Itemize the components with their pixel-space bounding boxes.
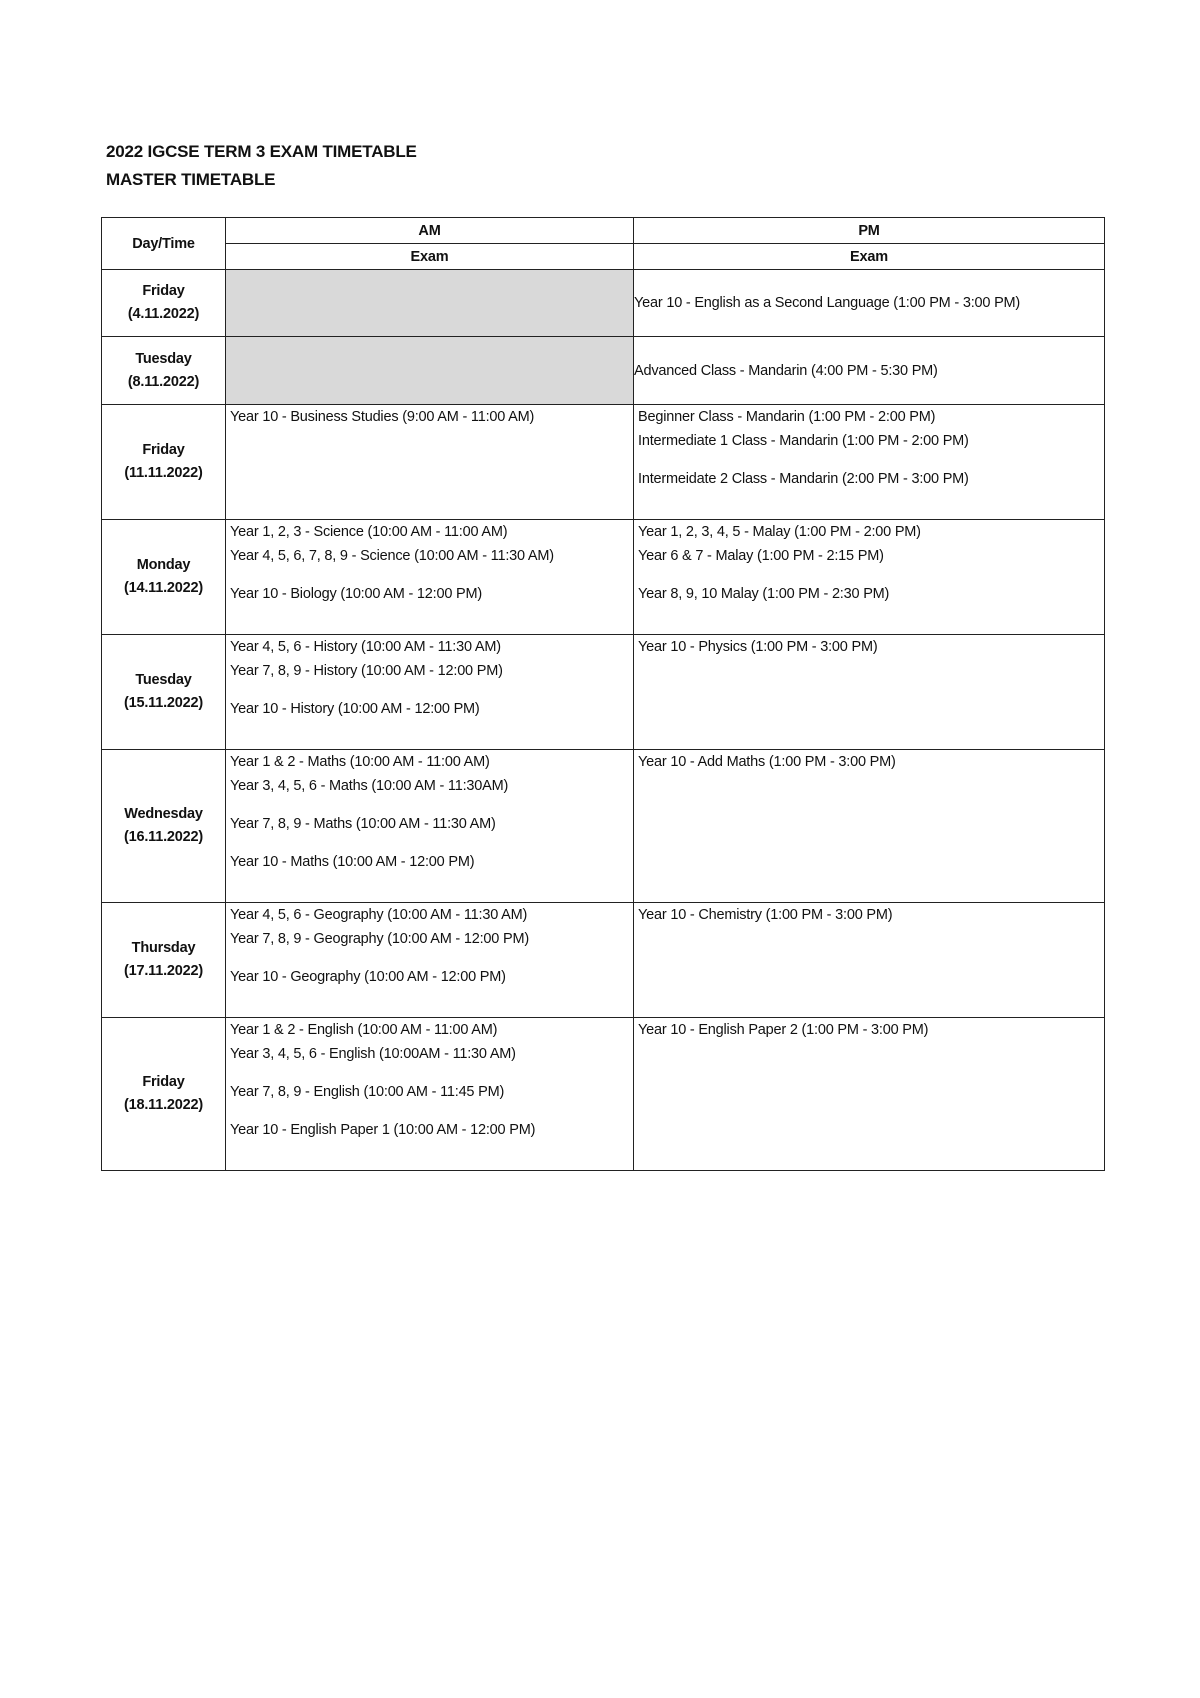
exam-entry: Year 1, 2, 3, 4, 5 - Malay (1:00 PM - 2:00 PM)	[638, 524, 921, 540]
table-row	[102, 750, 1105, 903]
am-exam-cell	[226, 635, 634, 750]
document-titles	[106, 138, 417, 194]
exam-entry: Advanced Class - Mandarin (4:00 PM - 5:30 PM)	[634, 362, 938, 379]
table-row	[102, 270, 1105, 337]
day-date: (11.11.2022)	[124, 465, 203, 481]
am-exam-cell	[226, 750, 634, 903]
exam-list	[634, 635, 1104, 659]
day-name: Friday	[142, 1074, 185, 1090]
exam-entry: Year 10 - English Paper 2 (1:00 PM - 3:00 PM)	[638, 1022, 929, 1038]
exam-entry: Year 7, 8, 9 - History (10:00 AM - 12:00 PM)	[230, 663, 503, 679]
am-exam-cell	[226, 405, 634, 520]
day-cell	[102, 337, 226, 405]
day-date: (16.11.2022)	[123, 829, 204, 845]
day-date: (14.11.2022)	[123, 580, 204, 596]
exam-entry: Year 1, 2, 3 - Science (10:00 AM - 11:00 AM)	[230, 524, 508, 540]
exam-entry: Intermediate 1 Class - Mandarin (1:00 PM - 2:00 PM)	[638, 433, 969, 449]
day-cell	[102, 903, 226, 1018]
exam-timetable	[101, 217, 1105, 1171]
day-cell	[102, 270, 226, 337]
day-cell	[102, 1018, 226, 1171]
exam-entry: Year 7, 8, 9 - Geography (10:00 AM - 12:00 PM)	[230, 931, 529, 947]
exam-entry: Year 10 - History (10:00 AM - 12:00 PM)	[230, 701, 480, 717]
am-exam-cell	[226, 1018, 634, 1171]
day-cell	[102, 635, 226, 750]
document-title: 2022 IGCSE TERM 3 EXAM TIMETABLE	[106, 142, 417, 161]
timetable-body	[102, 270, 1105, 1171]
exam-entry: Year 10 - Biology (10:00 AM - 12:00 PM)	[230, 586, 482, 602]
exam-entry: Year 3, 4, 5, 6 - English (10:00AM - 11:30 AM)	[230, 1046, 516, 1062]
exam-entry: Year 10 - English Paper 1 (10:00 AM - 12:00 PM)	[230, 1122, 536, 1138]
header-day-time: Day/Time	[102, 218, 226, 270]
exam-entry: Year 1 & 2 - English (10:00 AM - 11:00 AM)	[230, 1022, 498, 1038]
table-row	[102, 337, 1105, 405]
header-pm: PM	[634, 218, 1105, 244]
exam-entry: Year 10 - Maths (10:00 AM - 12:00 PM)	[230, 854, 475, 870]
exam-list	[226, 1018, 633, 1142]
day-cell	[102, 405, 226, 520]
table-row	[102, 1018, 1105, 1171]
exam-entry: Year 7, 8, 9 - English (10:00 AM - 11:45 PM)	[230, 1084, 505, 1100]
exam-entry: Year 7, 8, 9 - Maths (10:00 AM - 11:30 AM)	[230, 816, 496, 832]
pm-exam-cell	[634, 750, 1105, 903]
day-cell	[102, 520, 226, 635]
exam-entry: Beginner Class - Mandarin (1:00 PM - 2:00 PM)	[638, 409, 936, 425]
pm-exam-cell	[634, 405, 1105, 520]
exam-entry: Year 10 - Chemistry (1:00 PM - 3:00 PM)	[638, 907, 893, 923]
exam-list	[634, 903, 1104, 927]
exam-entry: Year 10 - English as a Second Language (1:00 PM - 3:00 PM)	[634, 295, 1021, 311]
exam-entry: Year 10 - Physics (1:00 PM - 3:00 PM)	[638, 639, 878, 655]
day-date: (4.11.2022)	[127, 306, 200, 322]
pm-exam-cell	[634, 1018, 1105, 1171]
header-am: AM	[226, 218, 634, 244]
header-am-exam: Exam	[226, 244, 634, 270]
day-name: Tuesday	[135, 350, 192, 367]
pm-exam-cell	[634, 337, 1105, 405]
exam-list	[226, 520, 633, 606]
exam-entry: Year 8, 9, 10 Malay (1:00 PM - 2:30 PM)	[638, 586, 890, 602]
pm-exam-cell	[634, 903, 1105, 1018]
exam-list	[226, 750, 633, 874]
document-subtitle: MASTER TIMETABLE	[106, 170, 276, 189]
table-row	[102, 405, 1105, 520]
am-exam-cell	[226, 903, 634, 1018]
exam-entry: Year 10 - Add Maths (1:00 PM - 3:00 PM)	[638, 754, 896, 770]
exam-list	[634, 520, 1104, 606]
exam-list	[226, 903, 633, 989]
exam-list	[634, 1018, 1104, 1042]
am-exam-cell	[226, 520, 634, 635]
day-name: Tuesday	[135, 672, 192, 688]
exam-entry: Year 4, 5, 6 - Geography (10:00 AM - 11:30 AM)	[230, 907, 528, 923]
exam-entry: Year 10 - Business Studies (9:00 AM - 11:00 AM)	[230, 409, 535, 425]
exam-list	[226, 405, 633, 429]
exam-entry: Year 10 - Geography (10:00 AM - 12:00 PM)	[230, 969, 506, 985]
table-row	[102, 635, 1105, 750]
day-name: Friday	[142, 283, 185, 299]
day-name: Monday	[136, 557, 191, 573]
day-date: (17.11.2022)	[123, 963, 204, 979]
exam-list	[634, 405, 1104, 491]
day-name: Wednesday	[124, 806, 203, 822]
table-row	[102, 903, 1105, 1018]
exam-entry: Intermeidate 2 Class - Mandarin (2:00 PM - 3:00 PM)	[638, 471, 969, 487]
day-date: (8.11.2022)	[127, 373, 200, 390]
exam-entry: Year 4, 5, 6, 7, 8, 9 - Science (10:00 AM - 11:30 AM)	[230, 548, 554, 564]
day-date: (15.11.2022)	[123, 695, 204, 711]
pm-exam-cell	[634, 520, 1105, 635]
exam-list	[634, 750, 1104, 774]
day-cell	[102, 750, 226, 903]
header-pm-exam: Exam	[634, 244, 1105, 270]
exam-entry: Year 4, 5, 6 - History (10:00 AM - 11:30 AM)	[230, 639, 501, 655]
exam-entry: Year 6 & 7 - Malay (1:00 PM - 2:15 PM)	[638, 548, 884, 564]
am-exam-cell	[226, 337, 634, 405]
table-row	[102, 520, 1105, 635]
exam-list	[226, 635, 633, 721]
day-name: Thursday	[131, 940, 196, 956]
pm-exam-cell	[634, 270, 1105, 337]
day-name: Friday	[142, 442, 185, 458]
pm-exam-cell	[634, 635, 1105, 750]
am-exam-cell	[226, 270, 634, 337]
exam-entry: Year 3, 4, 5, 6 - Maths (10:00 AM - 11:30AM)	[230, 778, 509, 794]
exam-entry: Year 1 & 2 - Maths (10:00 AM - 11:00 AM)	[230, 754, 490, 770]
day-date: (18.11.2022)	[123, 1097, 204, 1113]
